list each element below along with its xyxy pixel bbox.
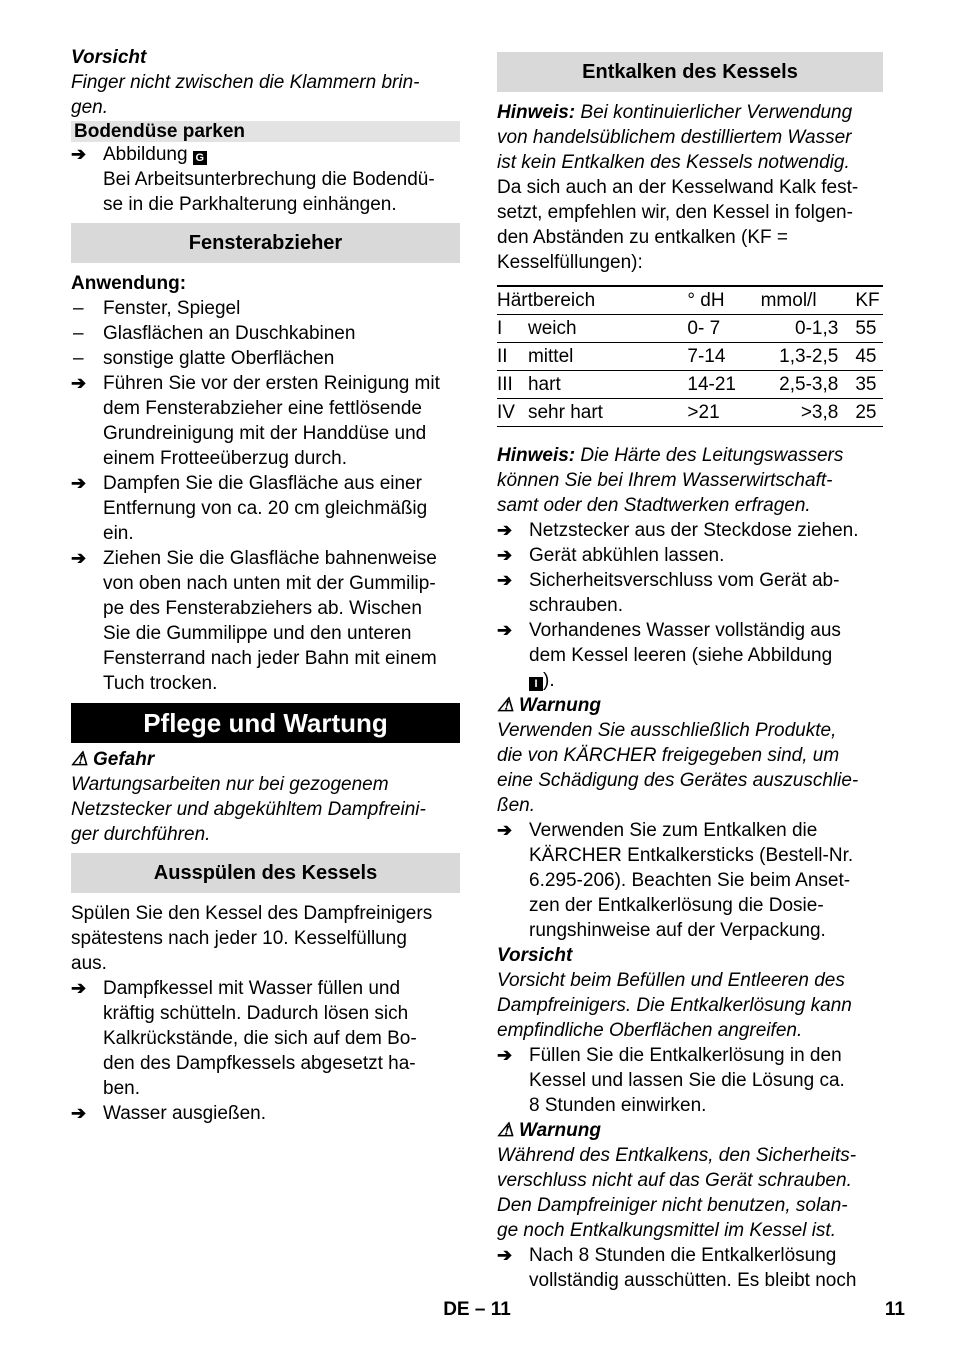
step-text: 6.295-206). Beachten Sie beim Anset- [529,870,851,891]
step-text: vollständig ausschütten. Es bleibt noch [529,1270,857,1291]
step-text: Netzstecker aus der Steckdose ziehen. [529,520,859,541]
arrow-icon: ➔ [497,1245,513,1265]
step-text: Gerät abkühlen lassen. [529,545,725,566]
step-text: KÄRCHER Entkalkersticks (Bestell-Nr. [529,845,854,866]
text-line: se in die Parkhalterung einhängen. [103,194,397,215]
step-text: pe des Fensterabziehers ab. Wischen [103,598,422,619]
left-column [71,45,460,1126]
list-item-text: sonstige glatte Oberflächen [103,348,335,369]
arrow-icon: ➔ [497,520,513,540]
arrow-icon: ➔ [71,144,87,164]
arrow-icon: ➔ [497,820,513,840]
table-cell: 25 [855,402,877,423]
arrow-icon: ➔ [71,978,87,998]
arrow-icon: ➔ [497,620,513,640]
pflege-heading: Pflege und Wartung [71,703,460,743]
table-cell: 1,3-2,5 [779,346,839,367]
text-line: Da sich auch an der Kesselwand Kalk fest- [497,177,859,198]
step-item [71,371,460,471]
arrow-icon: ➔ [497,545,513,565]
table-cell: mittel [527,346,574,367]
vorsicht-title: Vorsicht [497,945,573,966]
step-text: Führen Sie vor der ersten Reinigung mit [103,373,440,394]
step-item [71,546,460,696]
step-text: Kalkrückstände, die sich auf dem Bo- [103,1028,417,1049]
dash-list [71,296,460,371]
step-text: Dampfkessel mit Wasser füllen und [103,978,401,999]
text-line: Kesselfüllungen): [497,252,643,273]
table-row [497,315,883,343]
warnung-title: ⚠ Warnung [497,1120,601,1141]
step-text: zen der Entkalkerlösung die Dosie- [529,895,824,916]
fensterabzieher-heading: Fensterabzieher [71,223,460,263]
step-text: den des Dampfkessels abgesetzt ha- [103,1053,416,1074]
step-text: Sicherheitsverschluss vom Gerät ab- [529,570,840,591]
figure-ref: I ). [497,668,883,693]
table-cell: 14-21 [687,374,737,395]
steps-4 [497,1243,883,1293]
hinweis-1: Hinweis: Bei kontinuierlicher Verwendung von handelsüblichem destilliertem Wasser ist kein Entkalken des Kessels notwendig. [497,100,883,175]
step-text: einem Frotteeüberzug durch. [103,448,347,469]
bodenduese-heading: Bodendüse parken [71,121,460,142]
text-line: eine Schädigung des Gerätes auszuschlie- [497,770,859,791]
step-item [71,1101,460,1126]
anwendung-label: Anwendung: [71,273,187,294]
step-text: Nach 8 Stunden die Entkalkerlösung [529,1245,837,1266]
figure-g-icon: G [193,151,207,165]
text-line: Wartungsarbeiten nur bei gezogenem [71,774,389,795]
text-line: ist kein Entkalken des Kessels notwendig. [497,152,850,173]
text-line: von handelsüblichem destilliertem Wasser [497,127,852,148]
text-line: die von KÄRCHER freigegeben sind, um [497,745,840,766]
arrow-icon: ➔ [497,1045,513,1065]
step-text: Sie die Gummilippe und den unteren [103,623,412,644]
text-line: ger durchführen. [71,824,211,845]
table-cell: 0- 7 [687,318,721,339]
text-line: Spülen Sie den Kessel des Dampfreinigers [71,903,433,924]
warnung-1-text [497,718,883,818]
text-line: samt oder den Stadtwerken erfragen. [497,495,811,516]
text-line: ßen. [497,795,536,816]
text-line: setzt, empfehlen wir, den Kessel in folgen- [497,202,853,223]
table-cell: hart [527,374,561,395]
step-text: dem Fensterabzieher eine fettlösende [103,398,422,419]
steps-2 [497,818,883,943]
hinweis-2: Hinweis: Die Härte des Leitungswassers können Sie bei Ihrem Wasserwirtschaft- samt oder den Stadtwerken erfragen. [497,443,883,518]
footer-page-number: 11 [884,1299,905,1320]
list-item [71,346,460,371]
step-item [71,471,460,546]
entkalken-heading: Entkalken des Kessels [497,52,883,92]
dash-icon: – [73,323,84,344]
arrow-icon: ➔ [71,373,87,393]
step-item [497,543,883,568]
step-item [71,976,460,1101]
step-text: von oben nach unten mit der Gummilip- [103,573,436,594]
warning-icon: ⚠ [497,695,515,716]
abbildung-label: Abbildung [103,144,188,165]
step-text: schrauben. [529,595,624,616]
figure-i-icon: I [529,677,543,691]
bodenduese-text [103,167,460,217]
table-cell: II [497,346,508,367]
arrow-icon: ➔ [71,548,87,568]
text-line: ge noch Entkalkungsmittel im Kessel ist. [497,1220,836,1241]
table-row [497,371,883,399]
step-text: Dampfen Sie die Glasfläche aus einer [103,473,422,494]
text-line: können Sie bei Ihrem Wasserwirtschaft- [497,470,833,491]
gefahr-title: ⚠ Gefahr [71,749,155,770]
step-text: Vorhandenes Wasser vollständig aus [529,620,841,641]
step-text: kräftig schütteln. Dadurch lösen sich [103,1003,409,1024]
table-cell: I [497,318,503,339]
table-row [497,343,883,371]
vorsicht-text [71,70,460,120]
fenster-steps [71,371,460,696]
table-cell: 45 [855,346,877,367]
warnung-2-text [497,1143,883,1243]
text-line: aus. [71,953,107,974]
warnung-title: ⚠ Warnung [497,695,601,716]
step-item [497,818,883,943]
text-line: Dampfreinigers. Die Entkalkerlösung kann [497,995,852,1016]
table-cell: >21 [687,402,720,423]
text-line: Vorsicht beim Befüllen und Entleeren des [497,970,845,991]
hinweis-label: Hinweis: [497,445,576,466]
arrow-icon: ➔ [497,570,513,590]
step-text: ein. [103,523,134,544]
step-item [497,518,883,543]
list-item [71,321,460,346]
step-text: Tuch trocken. [103,673,218,694]
step-item [497,568,883,618]
vorsicht-text [497,968,883,1043]
hinweis-label: Hinweis: [497,102,576,123]
ausspuelen-heading: Ausspülen des Kessels [71,853,460,893]
right-column [497,45,883,1293]
table-cell: 7-14 [687,346,726,367]
list-item [71,296,460,321]
step-text: ben. [103,1078,140,1099]
step-text: rungshinweise auf der Verpackung. [529,920,826,941]
dash-icon: – [73,298,84,319]
step-text: Kessel und lassen Sie die Lösung ca. [529,1070,845,1091]
table-header: KF [855,290,880,311]
table-header: ° dH [687,290,725,311]
table-cell: sehr hart [527,402,603,423]
text-line: verschluss nicht auf das Gerät schrauben. [497,1170,852,1191]
steps-3 [497,1043,883,1118]
arrow-icon: ➔ [71,473,87,493]
ausspuelen-intro [71,901,460,976]
table-header: mmol/l [760,290,817,311]
table-cell: 35 [855,374,877,395]
step-text: Grundreinigung mit der Handdüse und [103,423,427,444]
table-row [497,399,883,427]
step-text: Fensterrand nach jeder Bahn mit einem [103,648,437,669]
text-line: Verwenden Sie ausschließlich Produkte, [497,720,837,741]
text-line: Netzstecker und abgekühltem Dampfreini- [71,799,426,820]
haerte-table [497,285,883,427]
bodenduese-step [71,142,460,217]
step-text: Verwenden Sie zum Entkalken die [529,820,818,841]
warning-icon: ⚠ [71,749,89,770]
arrow-icon: ➔ [71,1103,87,1123]
text-line: gen. [71,97,108,118]
table-cell: III [497,374,513,395]
step-text: Ziehen Sie die Glasfläche bahnenweise [103,548,437,569]
entkalken-intro [497,175,883,275]
vorsicht-title: Vorsicht [71,47,147,68]
ausspuelen-steps [71,976,460,1126]
step-text: Wasser ausgießen. [103,1103,266,1124]
step-item [497,1043,883,1118]
table-cell: weich [527,318,577,339]
text-line: Bei Arbeitsunterbrechung die Bodendü- [103,169,435,190]
dash-icon: – [73,348,84,369]
text-line: Finger nicht zwischen die Klammern brin- [71,72,420,93]
text-line: Während des Entkalkens, den Sicherheits- [497,1145,857,1166]
table-header: Härtbereich [497,290,596,311]
text-line: Den Dampfreiniger nicht benutzen, solan- [497,1195,848,1216]
table-cell: >3,8 [800,402,839,423]
step-text: Entfernung von ca. 20 cm gleichmäßig [103,498,428,519]
table-cell: 55 [855,318,877,339]
step-text: Füllen Sie die Entkalkerlösung in den [529,1045,842,1066]
table-cell: 2,5-3,8 [779,374,839,395]
step-item [497,618,883,668]
text-line: empfindliche Oberflächen angreifen. [497,1020,803,1041]
warning-icon: ⚠ [497,1120,515,1141]
footer-page-label: DE – 11 [443,1299,511,1320]
text-line: den Abständen zu entkalken (KF = [497,227,789,248]
gefahr-text [71,772,460,847]
step-text: 8 Stunden einwirken. [529,1095,707,1116]
table-cell: 0-1,3 [795,318,839,339]
table-header-row [497,286,883,315]
steps-1 [497,518,883,668]
step-text: dem Kessel leeren (siehe Abbildung [529,645,833,666]
table-cell: IV [497,402,515,423]
step-item [497,1243,883,1293]
text-line: spätestens nach jeder 10. Kesselfüllung [71,928,407,949]
list-item-text: Fenster, Spiegel [103,298,241,319]
list-item-text: Glasflächen an Duschkabinen [103,323,356,344]
